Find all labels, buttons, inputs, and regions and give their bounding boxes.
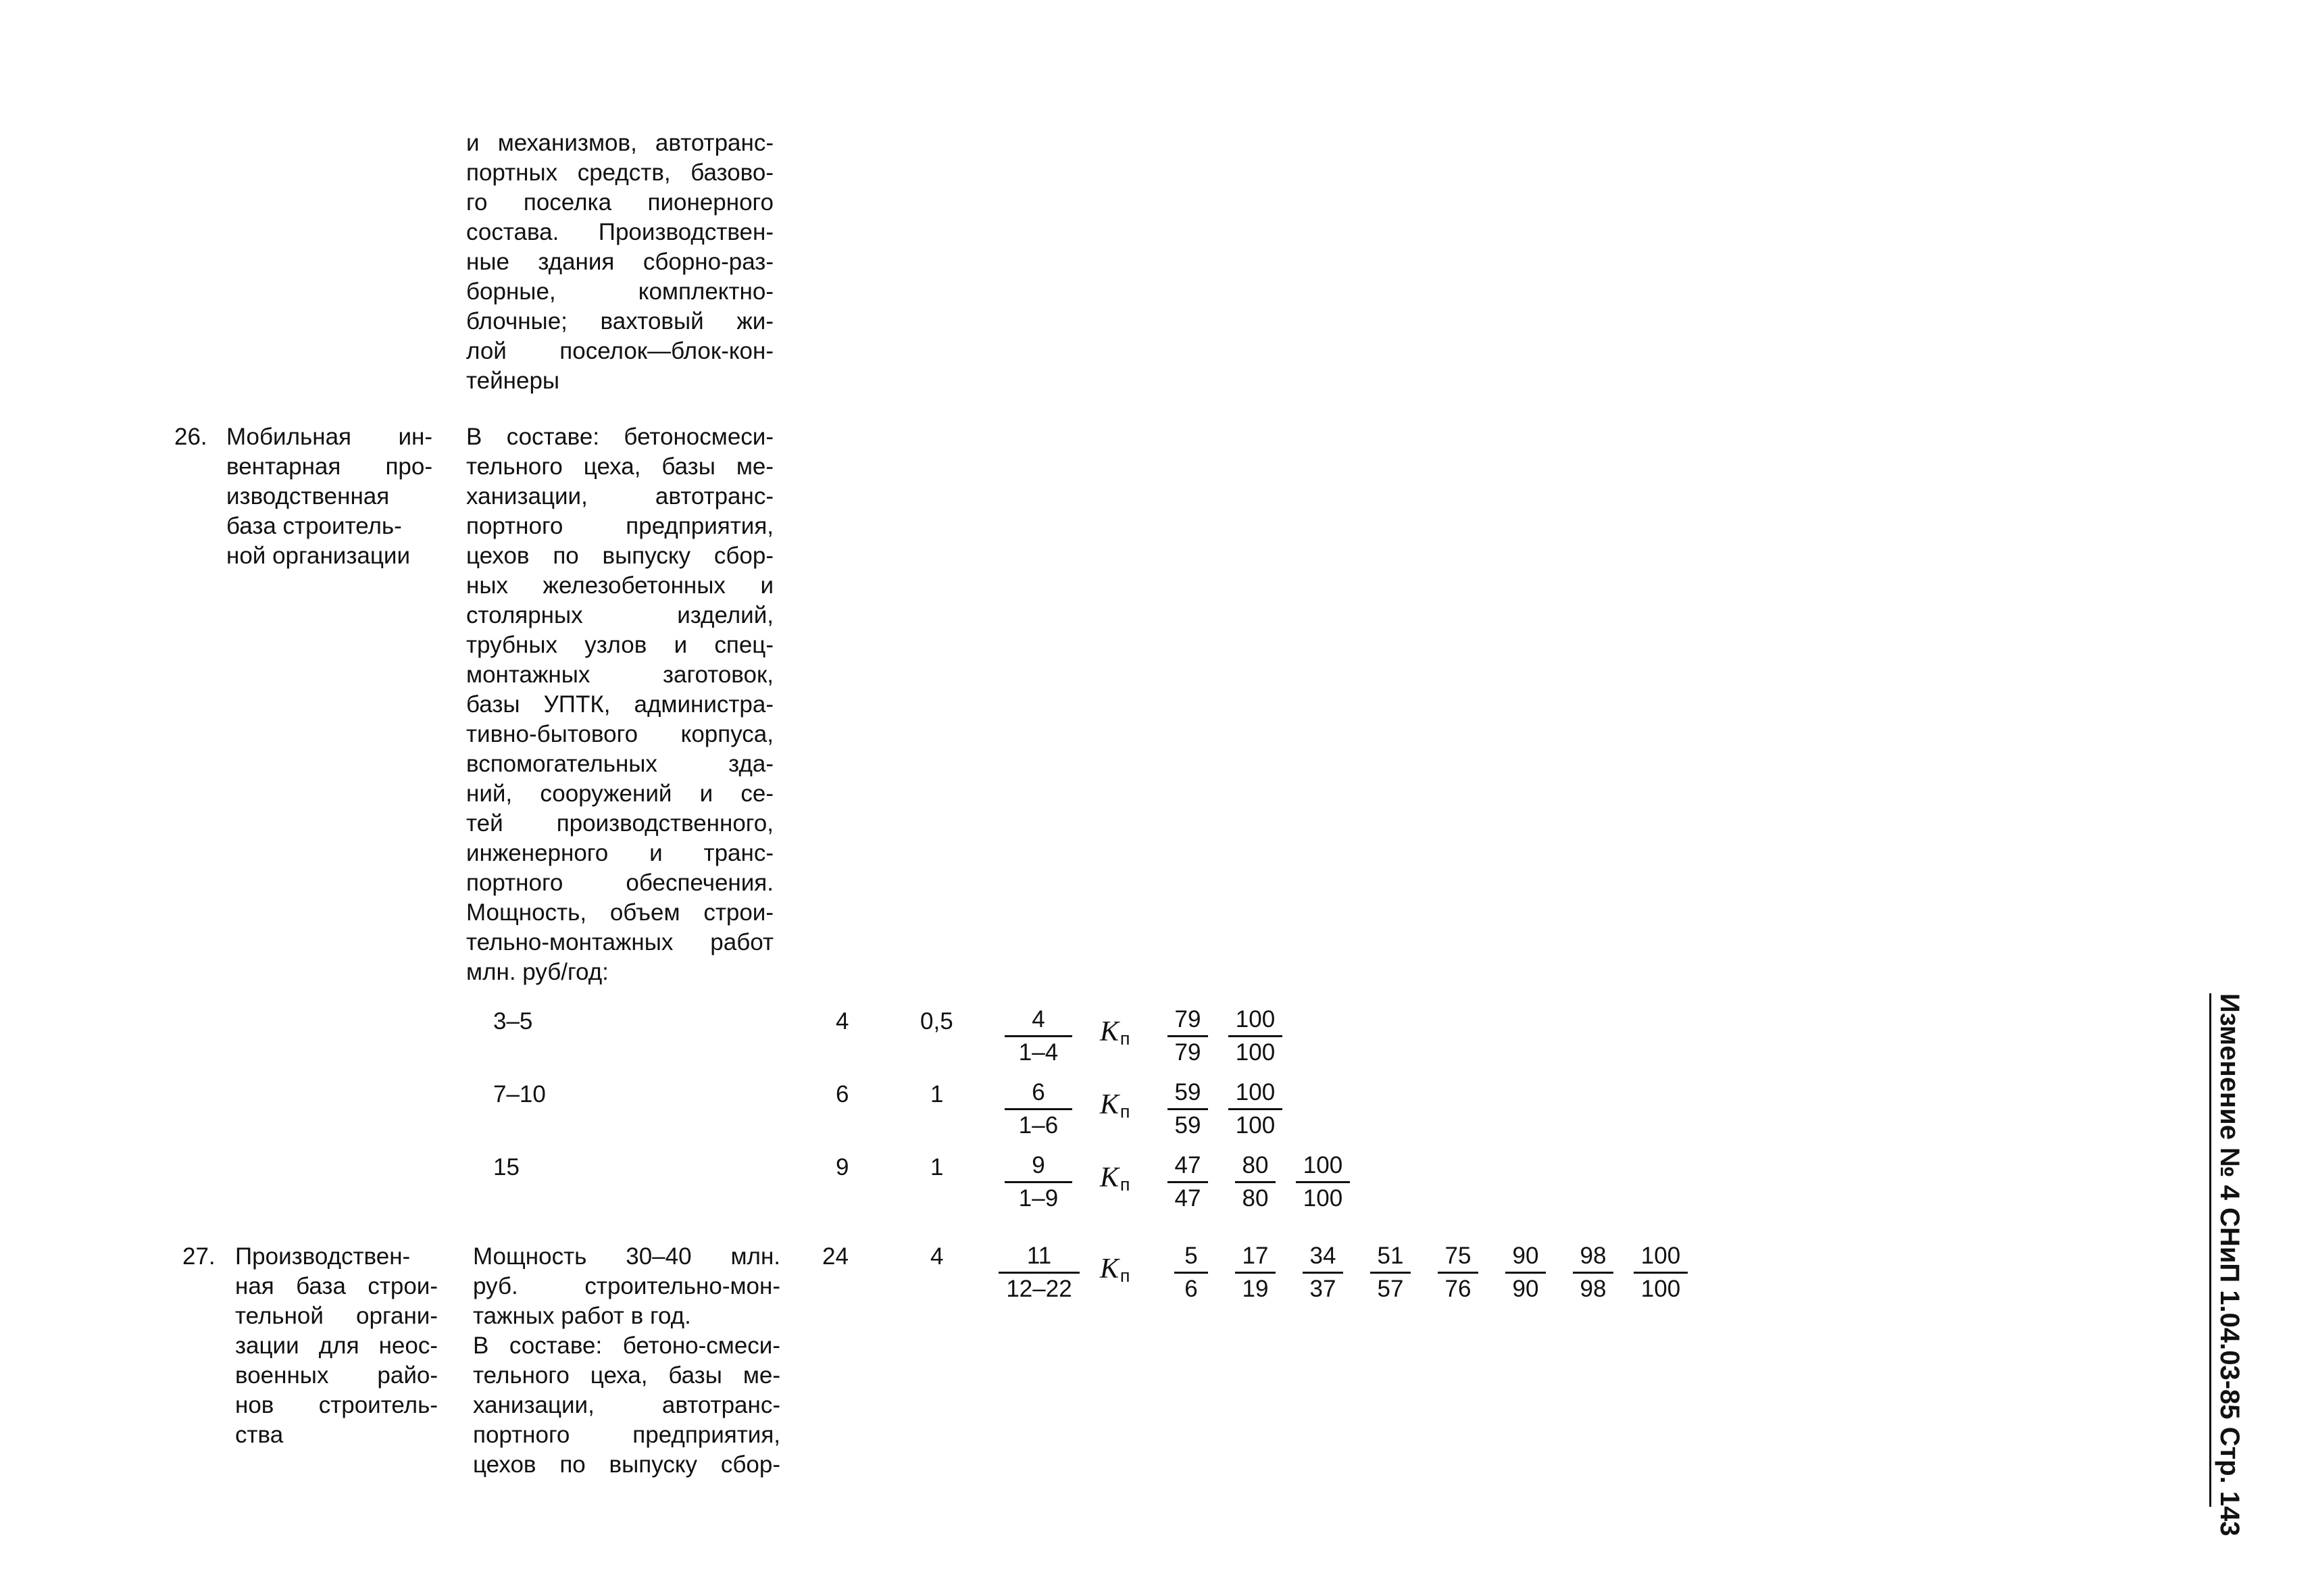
fraction-denominator: 57 (1377, 1276, 1404, 1302)
col2-value: 24 (822, 1243, 849, 1270)
desc-line: портных средств, базово- (466, 159, 774, 186)
fraction-numerator: 17 (1235, 1242, 1276, 1274)
fraction-denominator: 98 (1580, 1276, 1607, 1302)
share-fraction (1167, 1005, 1208, 1067)
desc-line: и механизмов, автотранс- (466, 130, 774, 156)
desc-line: портного обеспечения. (466, 870, 774, 896)
col3-value: 4 (930, 1243, 944, 1270)
coefficient-symbol (1100, 1254, 1130, 1291)
name-line: нов строитель- (235, 1392, 438, 1418)
desc-line: го поселка пионерного (466, 189, 774, 216)
desc-line: лой поселок—блок-кон- (466, 338, 774, 364)
share-fraction (1228, 1005, 1282, 1067)
name-line: Мобильная ин- (226, 424, 432, 450)
fraction-denominator: 76 (1444, 1276, 1472, 1302)
desc-line: базы УПТК, администра- (466, 691, 774, 718)
k-letter: К (1100, 1162, 1119, 1193)
fraction-numerator: 9 (1005, 1151, 1072, 1183)
item27-number: 27. (182, 1243, 216, 1270)
k-subscript: п (1120, 1028, 1130, 1049)
k-subscript: п (1120, 1101, 1130, 1122)
share-fraction (1228, 1078, 1282, 1140)
fraction-numerator: 6 (1005, 1078, 1072, 1110)
fraction-numerator: 51 (1370, 1242, 1411, 1274)
fraction-numerator: 100 (1634, 1242, 1688, 1274)
name-line: ная база строи- (235, 1273, 438, 1299)
period-fraction (1005, 1005, 1072, 1067)
fraction-numerator: 98 (1573, 1242, 1613, 1274)
coefficient-symbol (1100, 1017, 1130, 1053)
desc-line: портного предприятия, (473, 1422, 780, 1448)
desc-line: ханизации, автотранс- (466, 483, 774, 509)
k-letter: К (1100, 1016, 1119, 1047)
period-fraction (1005, 1078, 1072, 1140)
share-fraction (1296, 1151, 1350, 1213)
desc-line: блочные; вахтовый жи- (466, 308, 774, 334)
name-line: ства (235, 1422, 284, 1448)
fraction-numerator: 90 (1505, 1242, 1546, 1274)
desc-line: тельного цеха, базы ме- (466, 453, 774, 480)
fraction-numerator: 34 (1303, 1242, 1343, 1274)
share-fraction (1438, 1242, 1478, 1303)
desc-line: тивно-бытового корпуса, (466, 721, 774, 747)
desc-line: тейнеры (466, 368, 560, 394)
fraction-denominator: 100 (1235, 1112, 1276, 1139)
desc-line: ханизации, автотранс- (473, 1392, 780, 1418)
desc-line: ные здания сборно-раз- (466, 249, 774, 275)
desc-line: В составе: бетоно-смеси- (473, 1332, 780, 1359)
col2-value: 4 (836, 1008, 849, 1034)
desc-line: млн. руб/год: (466, 959, 609, 985)
desc-line: цехов по выпуску сбор- (466, 543, 774, 569)
name-line: Производствен- (235, 1243, 411, 1270)
k-letter: К (1100, 1089, 1119, 1120)
share-fraction (1167, 1078, 1208, 1140)
desc-line: тажных работ в год. (473, 1303, 691, 1329)
fraction-numerator: 5 (1174, 1242, 1208, 1274)
fraction-numerator: 79 (1167, 1005, 1208, 1037)
fraction-numerator: 100 (1296, 1151, 1350, 1183)
name-line: ной организации (226, 543, 411, 569)
desc-line: цехов по выпуску сбор- (473, 1451, 780, 1478)
share-fraction (1167, 1151, 1208, 1213)
name-line: тельной органи- (235, 1303, 438, 1329)
share-fraction (1634, 1242, 1688, 1303)
item27-name (235, 1242, 438, 1450)
desc-line: трубных узлов и спец- (466, 632, 774, 658)
desc-line: состава. Производствен- (466, 219, 774, 245)
share-fraction (1370, 1242, 1411, 1303)
name-line: военных райо- (235, 1362, 438, 1389)
desc-line: тей производственного, (466, 810, 774, 837)
share-fraction (1235, 1151, 1276, 1213)
k-subscript: п (1120, 1266, 1130, 1286)
col2-value: 6 (836, 1081, 849, 1107)
desc-line: тельно-монтажных работ (466, 929, 774, 955)
fraction-numerator: 59 (1167, 1078, 1208, 1110)
name-line: зации для неос- (235, 1332, 438, 1359)
capacity-value: 3–5 (493, 1008, 533, 1034)
period-fraction (1005, 1151, 1072, 1213)
col3-value: 1 (930, 1154, 944, 1180)
desc-line: вспомогательных зда- (466, 751, 774, 777)
desc-line: столярных изделий, (466, 602, 774, 628)
desc-line: тельного цеха, базы ме- (473, 1362, 780, 1389)
name-line: база строитель- (226, 513, 402, 539)
fraction-denominator: 12–22 (1006, 1276, 1072, 1302)
name-line: вентарная про- (226, 453, 432, 480)
share-fraction (1174, 1242, 1208, 1303)
desc-line: портного предприятия, (466, 513, 774, 539)
fraction-denominator: 1–9 (1018, 1185, 1059, 1212)
share-fraction (1505, 1242, 1546, 1303)
fraction-denominator: 37 (1309, 1276, 1336, 1302)
fraction-numerator: 80 (1235, 1151, 1276, 1183)
desc-line: ных железобетонных и (466, 572, 774, 599)
desc-line: руб. строительно-мон- (473, 1273, 780, 1299)
item26-description (466, 422, 774, 987)
capacity-value: 7–10 (493, 1081, 546, 1107)
desc-line: Мощность, объем строи- (466, 899, 774, 926)
desc-line: ний, сооружений и се- (466, 780, 774, 807)
period-fraction (999, 1242, 1080, 1303)
item25-description-continuation (466, 128, 774, 396)
fraction-numerator: 75 (1438, 1242, 1478, 1274)
coefficient-symbol (1100, 1090, 1130, 1126)
fraction-denominator: 1–4 (1018, 1039, 1059, 1066)
fraction-denominator: 19 (1242, 1276, 1269, 1302)
fraction-denominator: 47 (1174, 1185, 1201, 1212)
desc-line: В составе: бетоносмеси- (466, 424, 774, 450)
fraction-numerator: 4 (1005, 1005, 1072, 1037)
capacity-value: 15 (493, 1154, 520, 1180)
item27-description (473, 1242, 780, 1480)
fraction-denominator: 100 (1640, 1276, 1681, 1302)
fraction-numerator: 11 (999, 1242, 1080, 1274)
fraction-denominator: 6 (1184, 1276, 1198, 1302)
item26-name (226, 422, 432, 571)
share-fraction (1235, 1242, 1276, 1303)
share-fraction (1573, 1242, 1613, 1303)
item26-number: 26. (174, 424, 207, 450)
fraction-numerator: 100 (1228, 1005, 1282, 1037)
running-header: Изменение № 4 СНиП 1.04.03-85 Стр. 143 (2209, 993, 2247, 1507)
k-subscript: п (1120, 1174, 1130, 1195)
desc-line: борные, комплектно- (466, 278, 774, 305)
col3-value: 1 (930, 1081, 944, 1107)
desc-line: инженерного и транс- (466, 840, 774, 866)
col3-value: 0,5 (920, 1008, 953, 1034)
fraction-numerator: 100 (1228, 1078, 1282, 1110)
coefficient-symbol (1100, 1163, 1130, 1199)
share-fraction (1303, 1242, 1343, 1303)
fraction-denominator: 100 (1235, 1039, 1276, 1066)
fraction-denominator: 79 (1174, 1039, 1201, 1066)
desc-line: монтажных заготовок, (466, 662, 774, 688)
fraction-denominator: 1–6 (1018, 1112, 1059, 1139)
fraction-numerator: 47 (1167, 1151, 1208, 1183)
fraction-denominator: 59 (1174, 1112, 1201, 1139)
name-line: изводственная (226, 483, 390, 509)
k-letter: К (1100, 1253, 1119, 1285)
fraction-denominator: 100 (1303, 1185, 1343, 1212)
desc-line: Мощность 30–40 млн. (473, 1243, 780, 1270)
col2-value: 9 (836, 1154, 849, 1180)
fraction-denominator: 80 (1242, 1185, 1269, 1212)
fraction-denominator: 90 (1512, 1276, 1539, 1302)
